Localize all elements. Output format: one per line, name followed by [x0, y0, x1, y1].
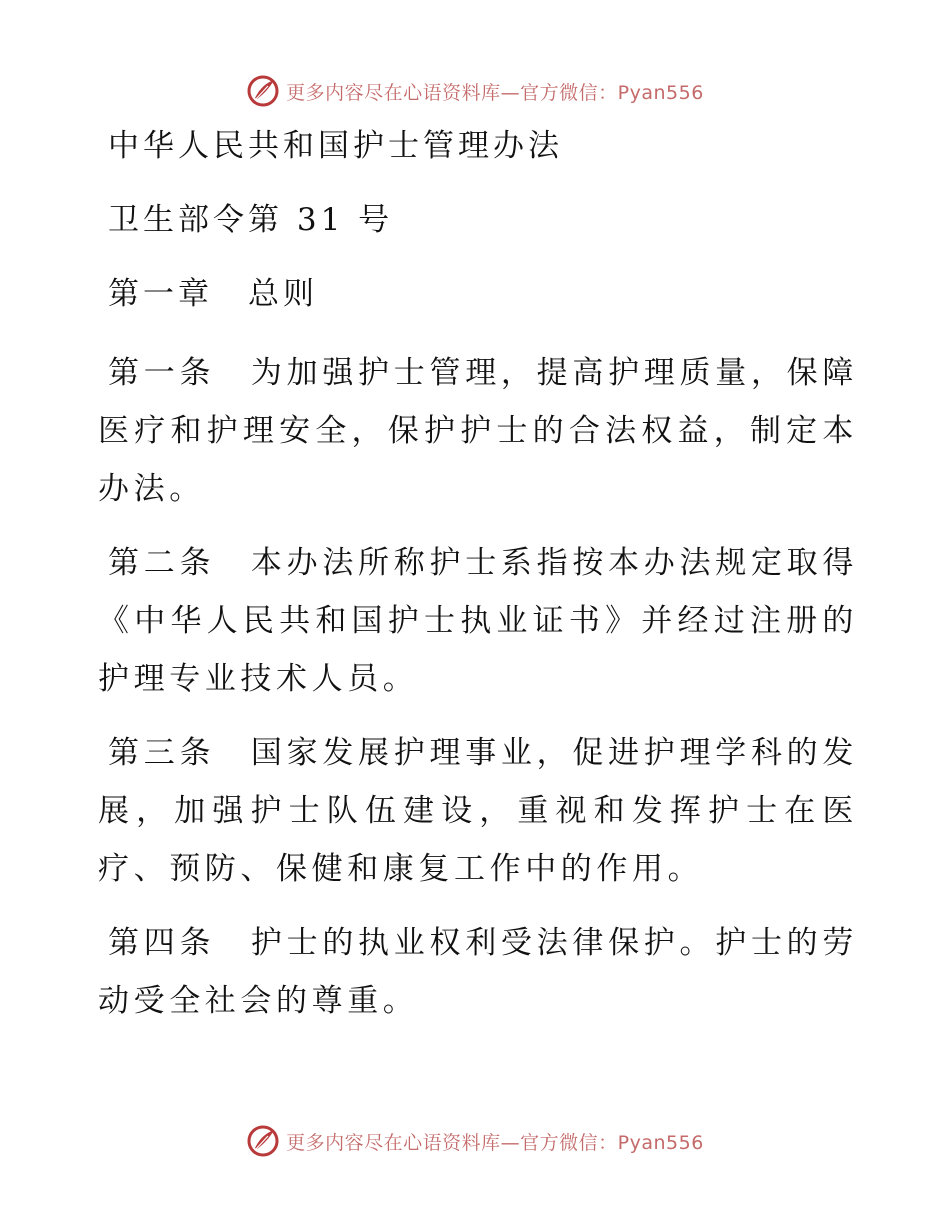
- feather-pen-logo-icon: [246, 1124, 280, 1158]
- article-1: 第一条 为加强护士管理，提高护理质量，保障医疗和护理安全，保护护士的合法权益，制定本办法。: [98, 355, 858, 507]
- chapter-heading: 第一章 总则: [108, 276, 318, 312]
- watermark-text: 更多内容尽在心语资料库—官方微信：Pyan556: [286, 1131, 704, 1154]
- article-3: 第三条 国家发展护理事业，促进护理学科的发展，加强护士队伍建设，重视和发挥护士在医疗、预防、保健和康复工作中的作用。: [98, 735, 858, 887]
- article-2: 第二条 本办法所称护士系指按本办法规定取得《中华人民共和国护士执业证书》并经过注册的护理专业技术人员。: [98, 545, 858, 697]
- article-4: 第四条 护士的执业权利受法律保护。护士的劳动受全社会的尊重。: [98, 925, 858, 1019]
- watermark-text: 更多内容尽在心语资料库—官方微信：Pyan556: [286, 81, 704, 104]
- document-body: [98, 122, 858, 1046]
- document-title: 中华人民共和国护士管理办法: [108, 128, 563, 164]
- footer-watermark: [0, 1124, 950, 1158]
- feather-pen-logo-icon: [246, 74, 280, 108]
- decree-number: 卫生部令第 31 号: [108, 202, 394, 238]
- header-watermark: [0, 74, 950, 108]
